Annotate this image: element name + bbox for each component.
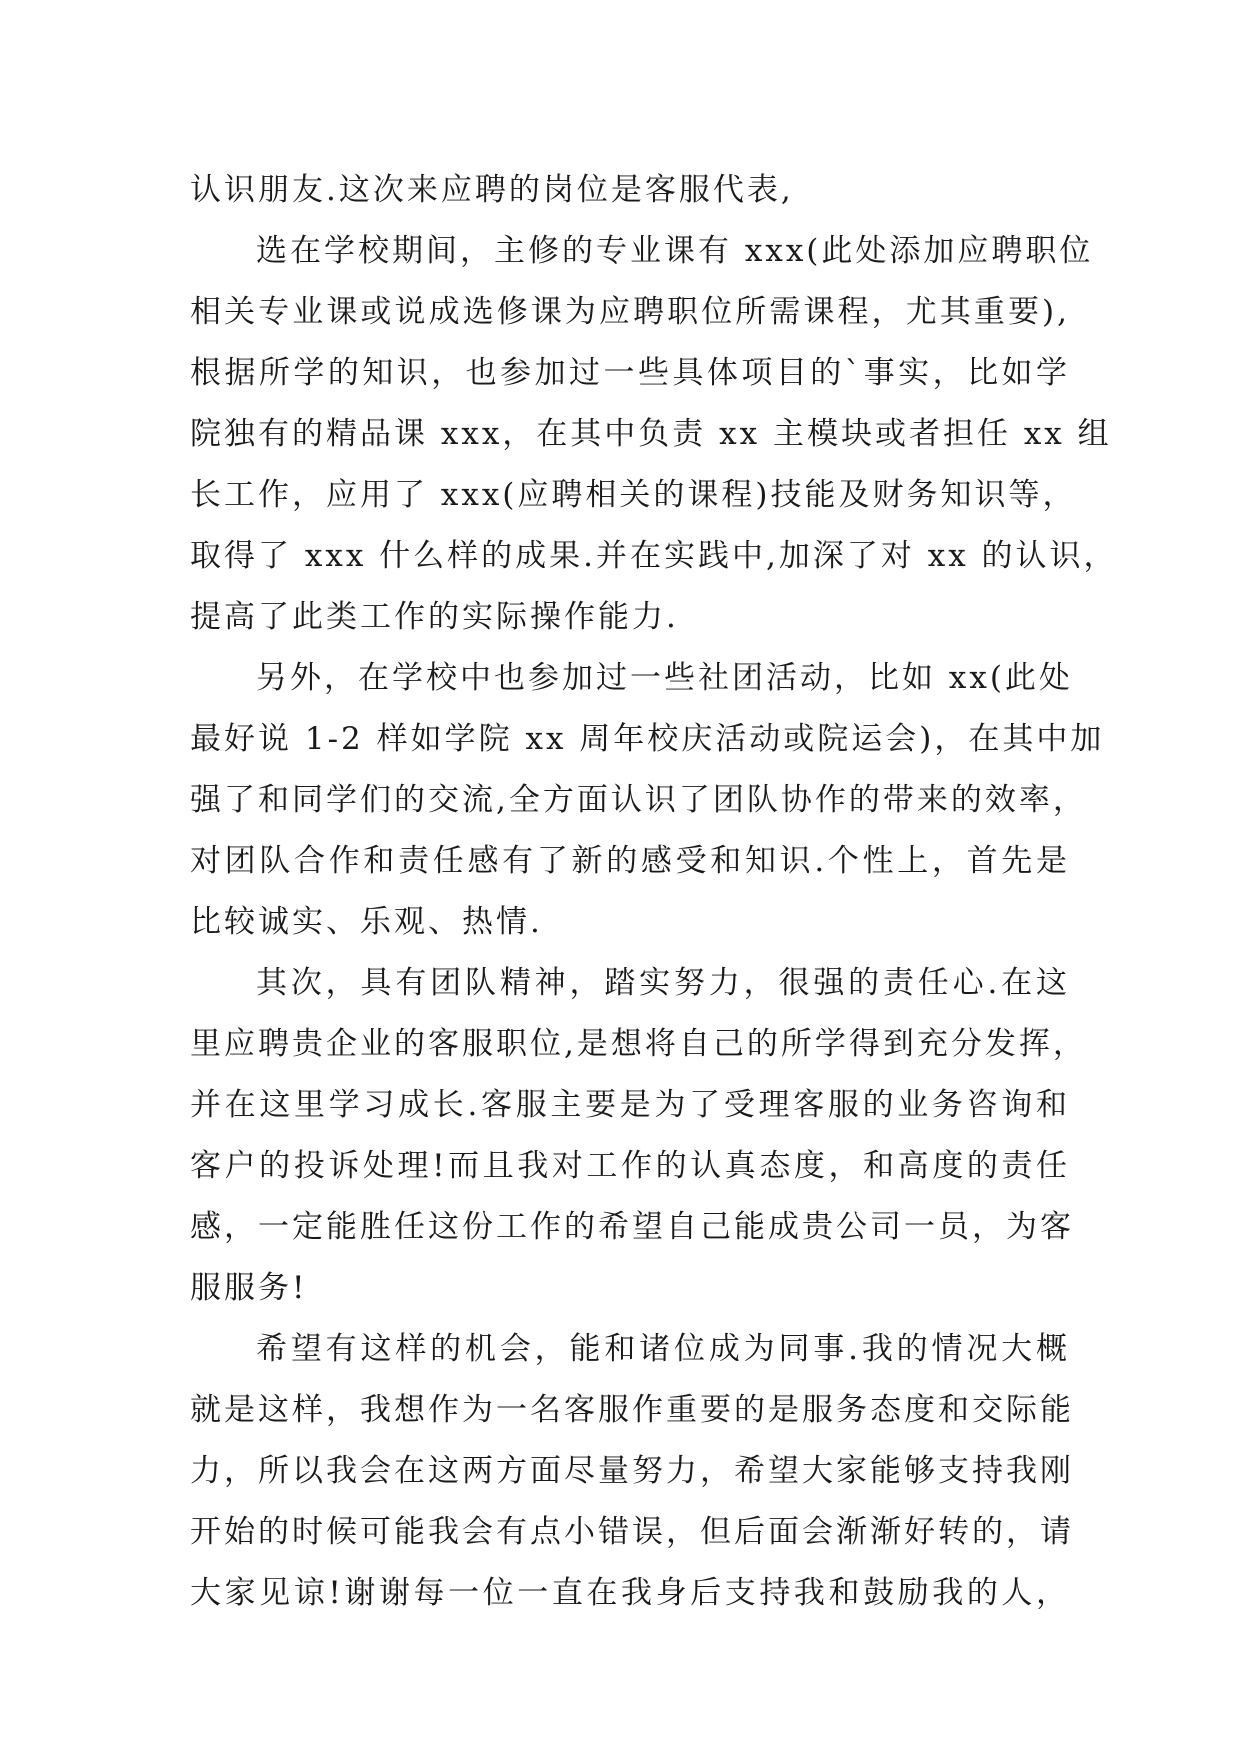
text-line: 开始的时候可能我会有点小错误，但后面会渐渐好转的，请	[190, 1514, 1074, 1550]
text-line: 对团队合作和责任感有了新的感受和知识.个性上，首先是	[190, 843, 1070, 879]
paragraph-start-line: 希望有这样的机会，能和诸位成为同事.我的情况大概	[256, 1331, 1070, 1367]
text-line: 力，所以我会在这两方面尽量努力，希望大家能够支持我刚	[190, 1453, 1074, 1489]
text-line: 感，一定能胜任这份工作的希望自己能成贵公司一员，为客	[190, 1209, 1074, 1245]
text-line: 最好说 1-2 样如学院 xx 周年校庆活动或院运会)，在其中加	[190, 721, 1105, 757]
paragraph-start-line: 选在学校期间，主修的专业课有 xxx(此处添加应聘职位	[256, 233, 1094, 269]
text-line: 认识朋友.这次来应聘的岗位是客服代表,	[190, 172, 794, 208]
text-line: 客户的投诉处理!而且我对工作的认真态度，和高度的责任	[190, 1148, 1070, 1184]
text-line: 根据所学的知识，也参加过一些具体项目的`事实，比如学	[190, 355, 1070, 391]
text-line: 强了和同学们的交流,全方面认识了团队协作的带来的效率，	[190, 782, 1087, 818]
paragraph-end-line: 提高了此类工作的实际操作能力.	[190, 599, 679, 635]
text-line: 就是这样，我想作为一名客服作重要的是服务态度和交际能	[190, 1392, 1074, 1428]
paragraph-end-line: 服服务!	[190, 1270, 308, 1306]
text-line: 长工作，应用了 xxx(应聘相关的课程)技能及财务知识等，	[190, 477, 1077, 513]
text-line: 里应聘贵企业的客服职位,是想将自己的所学得到充分发挥，	[190, 1026, 1087, 1062]
paragraph-start-line: 其次，具有团队精神，踏实努力，很强的责任心.在这	[256, 965, 1070, 1001]
paragraph-start-line: 另外，在学校中也参加过一些社团活动，比如 xx(此处	[256, 660, 1073, 696]
text-line: 大家见谅!谢谢每一位一直在我身后支持我和鼓励我的人，	[190, 1575, 1070, 1611]
text-line: 取得了 xxx 什么样的成果.并在实践中,加深了对 xx 的认识，	[190, 538, 1118, 574]
text-line: 相关专业课或说成选修课为应聘职位所需课程，尤其重要),	[190, 294, 1070, 330]
text-line: 并在这里学习成长.客服主要是为了受理客服的业务咨询和	[190, 1087, 1070, 1123]
document-body	[190, 160, 1118, 1624]
paragraph-end-line: 比较诚实、乐观、热情.	[190, 904, 543, 940]
text-line: 院独有的精品课 xxx，在其中负责 xx 主模块或者担任 xx 组	[190, 416, 1112, 452]
